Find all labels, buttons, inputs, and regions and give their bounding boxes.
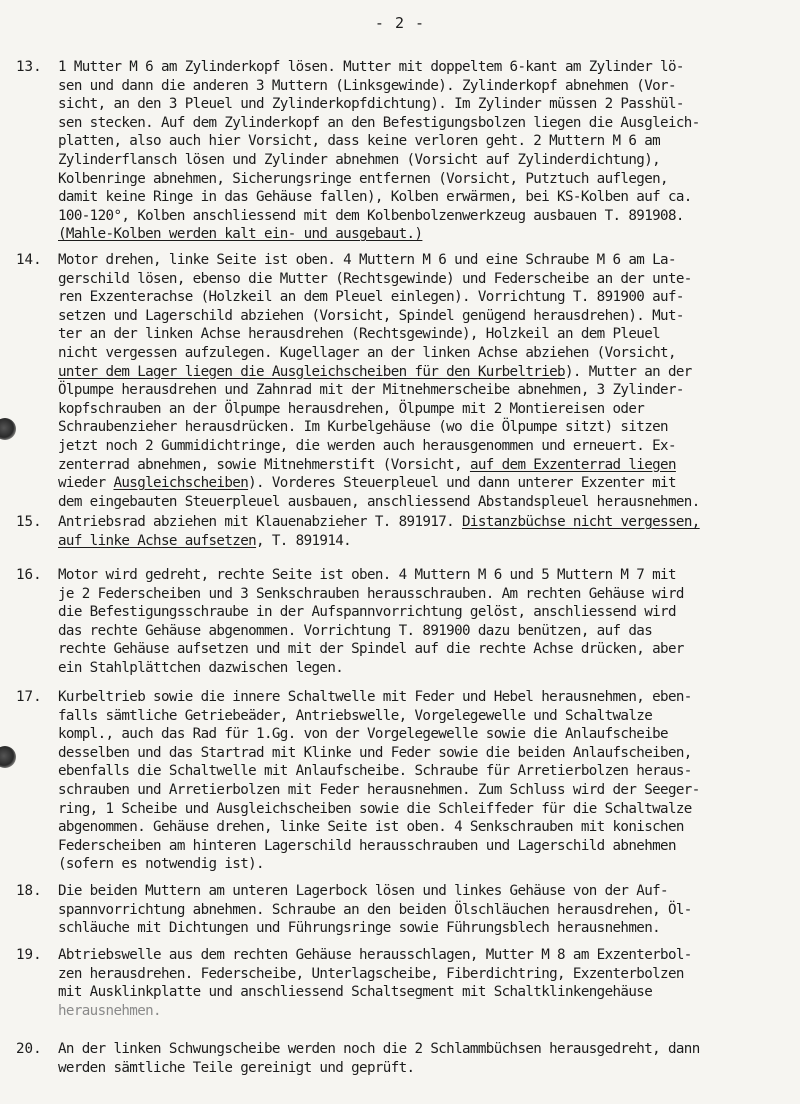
text-line xyxy=(58,640,794,659)
punch-hole-mark xyxy=(0,746,16,768)
text-segment: Abtriebswelle aus dem rechten Gehäuse herausschlagen, Mutter M 8 am Exzenterbol- xyxy=(58,947,692,963)
section-13 xyxy=(16,58,794,244)
text-segment: rechte Gehäuse aufsetzen und mit der Spindel auf die rechte Achse drücken, aber xyxy=(58,641,684,658)
text-line xyxy=(58,188,794,207)
text-segment: falls sämtliche Getriebeäder, Antriebswelle, Vorgelegewelle und Schaltwalze xyxy=(58,707,653,724)
text-segment: schläuche mit Dichtungen und Führungsringe sowie Führungsblech herausnehmen. xyxy=(58,920,661,937)
text-line xyxy=(58,744,794,763)
text-segment: je 2 Federscheiben und 3 Senkschrauben herausschrauben. Am rechten Gehäuse wird xyxy=(58,585,684,602)
page-number: - 2 - xyxy=(374,14,426,32)
text-segment: abgenommen. Gehäuse drehen, linke Seite ist oben. 4 Senkschrauben mit konischen xyxy=(58,819,684,836)
text-line xyxy=(58,919,794,938)
text-segment: Federscheiben am hinteren Lagerschild herausschrauben und Lagerschild abnehmen xyxy=(58,837,676,854)
text-segment: ring, 1 Scheibe und Ausgleichscheiben sowie die Schleiffeder für die Schaltwalze xyxy=(58,800,692,817)
section-number: 15. xyxy=(16,514,42,530)
text-segment: mit Ausklinkplatte und anschliessend Schaltsegment mit Schaltklinkengehäuse xyxy=(58,984,653,1001)
text-segment: ebenfalls die Schaltwelle mit Anlaufscheibe. Schraube für Arretierbolzen heraus- xyxy=(58,763,692,780)
text-segment: herausnehmen. xyxy=(58,1002,161,1019)
text-line xyxy=(58,95,794,114)
text-line xyxy=(58,566,794,585)
section-number: 18. xyxy=(16,883,42,899)
text-line xyxy=(58,855,794,874)
text-segment: ein Stahlplättchen dazwischen legen. xyxy=(58,659,344,676)
text-segment: das rechte Gehäuse abgenommen. Vorrichtung T. 891900 dazu benützen, auf das xyxy=(58,622,653,639)
section-number: 17. xyxy=(16,689,42,705)
text-line xyxy=(58,77,794,96)
text-segment: wieder xyxy=(58,475,114,492)
text-line xyxy=(58,513,794,532)
section-body xyxy=(58,566,794,678)
underlined-text: auf dem Exzenterrad liegen xyxy=(469,456,676,473)
text-segment: kopfschrauben an der Ölpumpe herausdrehen, Ölpumpe mit 2 Montiereisen oder xyxy=(58,400,645,417)
text-line xyxy=(58,1059,794,1078)
text-segment: schrauben und Arretierbolzen mit Feder herausnehmen. Zum Schluss wird der Seeger- xyxy=(58,781,700,798)
text-line xyxy=(58,818,794,837)
text-line xyxy=(58,307,794,326)
text-segment: Kurbeltrieb sowie die innere Schaltwelle mit Feder und Hebel herausnehmen, eben- xyxy=(58,689,692,705)
text-line xyxy=(58,725,794,744)
section-number: 20. xyxy=(16,1041,42,1057)
text-line xyxy=(58,418,794,437)
section-body xyxy=(58,58,794,244)
text-line xyxy=(58,437,794,456)
text-line xyxy=(58,474,794,493)
text-segment: (sofern es notwendig ist). xyxy=(58,856,264,873)
text-segment: zen herausdrehen. Federscheibe, Unterlagscheibe, Fiberdichtring, Exzenterbolzen xyxy=(58,965,684,982)
text-segment: Kolbenringe abnehmen, Sicherungsringe entfernen (Vorsicht, Putztuch auflegen, xyxy=(58,170,668,187)
text-line xyxy=(58,225,794,244)
section-body xyxy=(58,513,794,550)
text-line xyxy=(58,585,794,604)
text-segment: kompl., auch das Rad für 1.Gg. von der Vorgelegewelle sowie die Anlaufscheibe xyxy=(58,726,668,743)
section-15 xyxy=(16,513,794,550)
text-line xyxy=(58,456,794,475)
text-segment: 100-120°, Kolben anschliessend mit dem Kolbenbolzenwerkzeug ausbauen T. 891908. xyxy=(58,207,684,224)
text-segment: spannvorrichtung abnehmen. Schraube an den beiden Ölschläuchen herausdrehen, Öl- xyxy=(58,901,692,918)
text-segment: zenterrad abnehmen, sowie Mitnehmerstift (Vorsicht, xyxy=(58,456,470,473)
text-line xyxy=(58,1002,794,1021)
text-line xyxy=(58,532,794,551)
text-segment: sicht, an den 3 Pleuel und Zylinderkopfdichtung). Im Zylinder müssen 2 Passhül- xyxy=(58,96,684,113)
text-segment: platten, also auch hier Vorsicht, dass keine verloren geht. 2 Muttern M 6 am xyxy=(58,133,661,150)
text-segment: Motor drehen, linke Seite ist oben. 4 Muttern M 6 und eine Schraube M 6 am La- xyxy=(58,252,676,268)
text-line xyxy=(58,325,794,344)
text-segment: jetzt noch 2 Gummidichtringe, die werden auch herausgenommen und erneuert. Ex- xyxy=(58,437,676,454)
underlined-text: Distanzbüchse nicht vergessen, xyxy=(462,514,700,530)
text-line xyxy=(58,114,794,133)
section-body xyxy=(58,688,794,874)
section-number: 13. xyxy=(16,59,42,75)
text-segment: Die beiden Muttern am unteren Lagerbock lösen und linkes Gehäuse von der Auf- xyxy=(58,883,668,899)
text-line xyxy=(58,270,794,289)
text-line xyxy=(58,781,794,800)
section-17 xyxy=(16,688,794,874)
section-number: 19. xyxy=(16,947,42,963)
text-line xyxy=(58,251,794,270)
text-segment: werden sämtliche Teile gereinigt und geprüft. xyxy=(58,1059,415,1076)
text-line xyxy=(58,363,794,382)
section-18 xyxy=(16,882,794,938)
section-number: 16. xyxy=(16,567,42,583)
text-line xyxy=(58,132,794,151)
text-segment: Antriebsrad abziehen mit Klauenabzieher T. 891917. xyxy=(58,514,463,530)
text-line xyxy=(58,707,794,726)
text-line xyxy=(58,800,794,819)
section-20 xyxy=(16,1040,794,1077)
text-segment: Zylinderflansch lösen und Zylinder abnehmen (Vorsicht auf Zylinderdichtung), xyxy=(58,151,661,168)
underlined-text: (Mahle-Kolben werden kalt ein- und ausgebaut.) xyxy=(58,226,423,243)
underlined-text: Ausgleichscheiben xyxy=(113,475,249,492)
section-19 xyxy=(16,946,794,1020)
text-line xyxy=(58,946,794,965)
text-segment: , T. 891914. xyxy=(256,532,352,549)
section-body xyxy=(58,1040,794,1077)
section-number: 14. xyxy=(16,252,42,268)
text-segment: 1 Mutter M 6 am Zylinderkopf lösen. Mutter mit doppeltem 6-kant am Zylinder lö- xyxy=(58,59,684,75)
text-line xyxy=(58,762,794,781)
underlined-text: auf linke Achse aufsetzen xyxy=(58,532,257,549)
text-line xyxy=(58,1040,794,1059)
text-segment: ter an der linken Achse herausdrehen (Rechtsgewinde), Holzkeil an dem Pleuel xyxy=(58,326,661,343)
text-segment: Motor wird gedreht, rechte Seite ist oben. 4 Muttern M 6 und 5 Muttern M 7 mit xyxy=(58,567,676,583)
section-14 xyxy=(16,251,794,511)
text-line xyxy=(58,901,794,920)
section-body xyxy=(58,251,794,511)
text-segment: ). Mutter an der xyxy=(564,363,692,380)
text-line xyxy=(58,288,794,307)
section-body xyxy=(58,882,794,938)
text-segment: sen und dann die anderen 3 Muttern (Linksgewinde). Zylinderkopf abnehmen (Vor- xyxy=(58,77,676,94)
text-line xyxy=(58,381,794,400)
text-line xyxy=(58,170,794,189)
underlined-text: unter dem Lager liegen die Ausgleichscheiben für den Kurbeltrieb xyxy=(58,363,565,380)
text-segment: ). Vorderes Steuerpleuel und dann unterer Exzenter mit xyxy=(248,475,676,492)
text-segment: ren Exzenterachse (Holzkeil an dem Pleuel einlegen). Vorrichtung T. 891900 auf- xyxy=(58,289,684,306)
section-body xyxy=(58,946,794,1020)
text-line xyxy=(58,659,794,678)
text-line xyxy=(58,983,794,1002)
text-line xyxy=(58,207,794,226)
text-segment: desselben und das Startrad mit Klinke und Feder sowie die beiden Anlaufscheiben, xyxy=(58,744,692,761)
text-line xyxy=(58,344,794,363)
section-16 xyxy=(16,566,794,678)
text-segment: sen stecken. Auf dem Zylinderkopf an den Befestigungsbolzen liegen die Ausgleich- xyxy=(58,114,700,131)
text-segment: setzen und Lagerschild abziehen (Vorsicht, Spindel genügend herausdrehen). Mut- xyxy=(58,307,684,324)
text-segment: die Befestigungsschraube in der Aufspannvorrichtung gelöst, anschliessend wird xyxy=(58,604,676,621)
text-segment: dem eingebauten Steuerpleuel ausbauen, anschliessend Abstandspleuel herausnehmen. xyxy=(58,493,700,510)
text-segment: damit keine Ringe in das Gehäuse fallen), Kolben erwärmen, bei KS-Kolben auf ca. xyxy=(58,189,692,206)
text-line xyxy=(58,688,794,707)
text-line xyxy=(58,58,794,77)
text-line xyxy=(58,837,794,856)
text-segment: Schraubenzieher herausdrücken. Im Kurbelgehäuse (wo die Ölpumpe sitzt) sitzen xyxy=(58,419,668,436)
text-line xyxy=(58,622,794,641)
text-line xyxy=(58,882,794,901)
text-line xyxy=(58,965,794,984)
text-segment: Ölpumpe herausdrehen und Zahnrad mit der Mitnehmerscheibe abnehmen, 3 Zylinder- xyxy=(58,382,684,399)
text-line xyxy=(58,493,794,512)
punch-hole-mark xyxy=(0,418,16,440)
text-segment: nicht vergessen aufzulegen. Kugellager an der linken Achse abziehen (Vorsicht, xyxy=(58,344,676,361)
text-line xyxy=(58,603,794,622)
text-line xyxy=(58,400,794,419)
text-segment: An der linken Schwungscheibe werden noch die 2 Schlammbüchsen herausgedreht, dann xyxy=(58,1041,700,1057)
text-segment: gerschild lösen, ebenso die Mutter (Rechtsgewinde) und Federscheibe an der unte- xyxy=(58,270,692,287)
text-line xyxy=(58,151,794,170)
